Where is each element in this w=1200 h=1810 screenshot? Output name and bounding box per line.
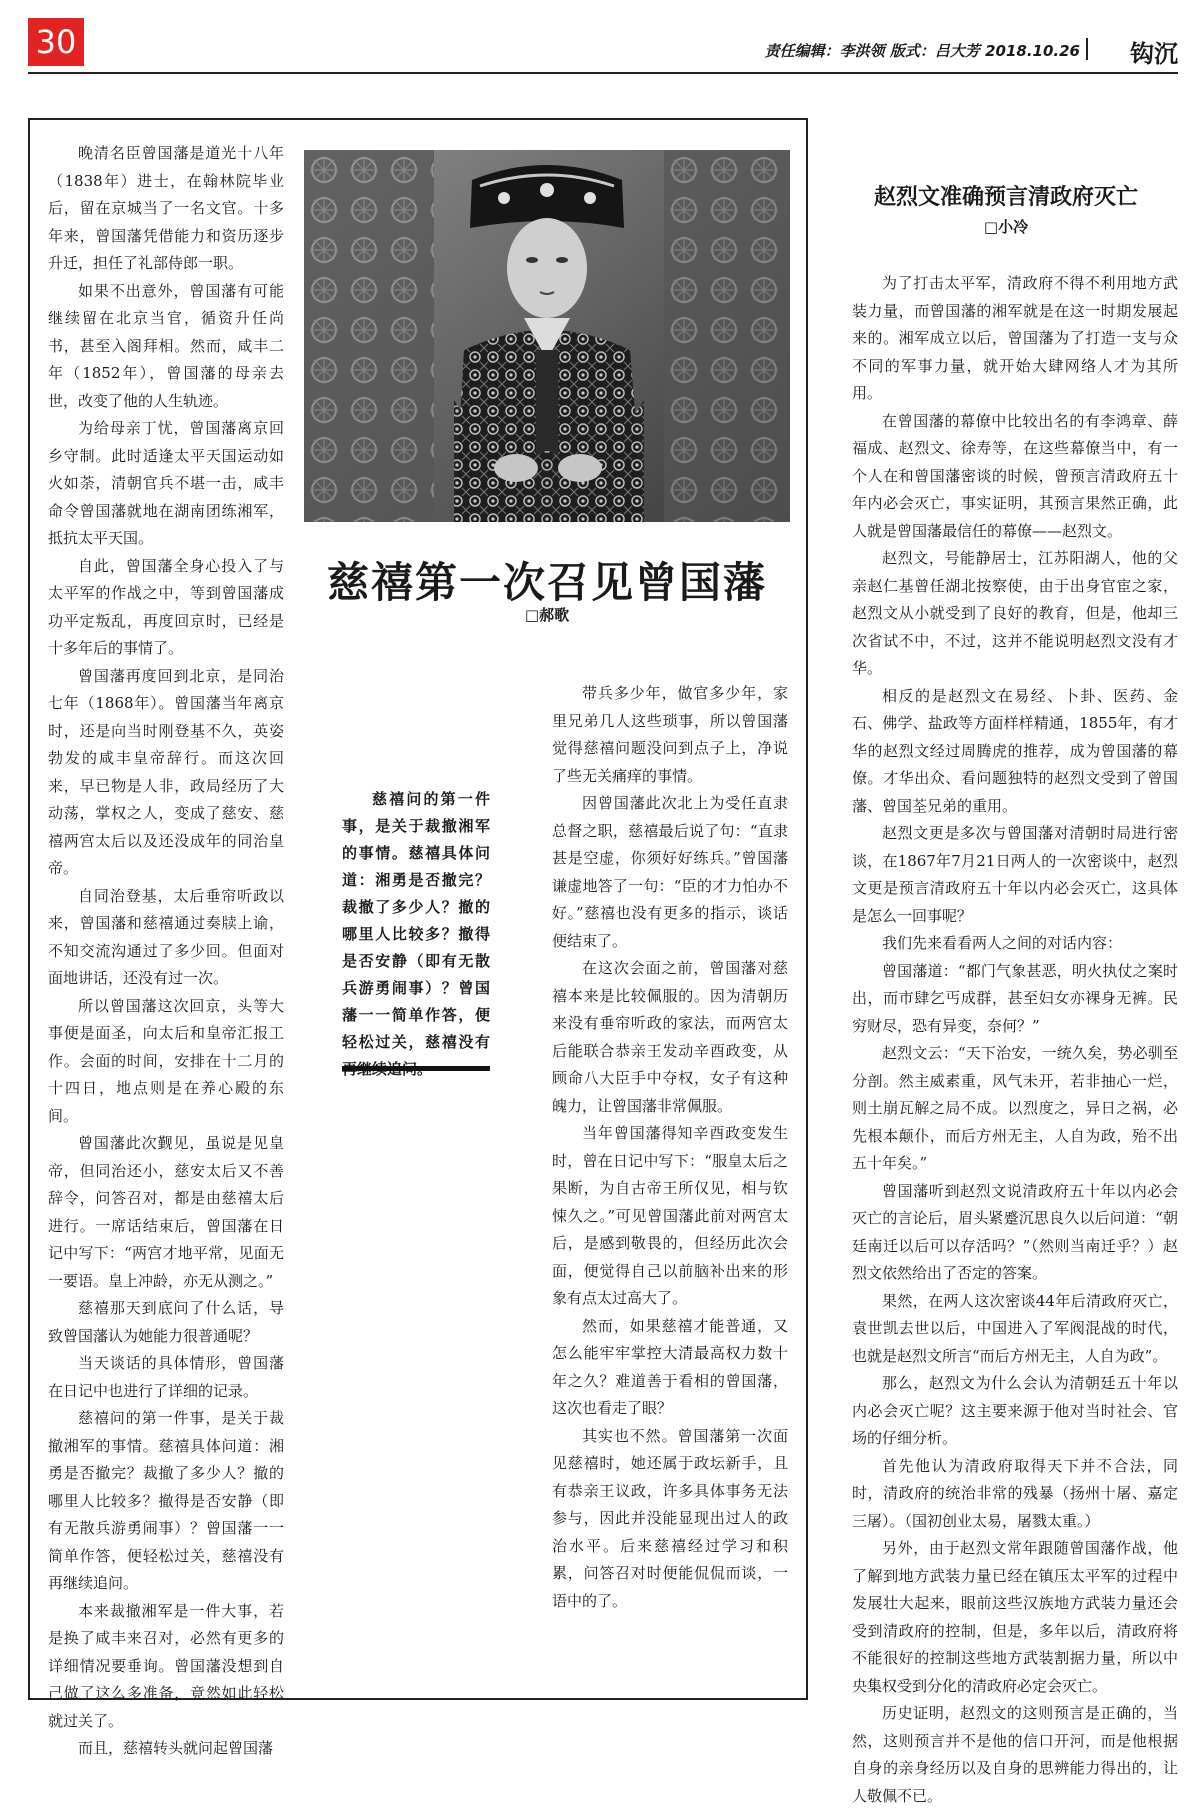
- paragraph: 晚清名臣曾国藩是道光十八年（1838年）进士，在翰林院毕业后，留在京城当了一名文官。十多年来，曾国藩凭借能力和资历逐步升迁，担任了礼部侍郎一职。: [48, 144, 284, 272]
- paragraph: 慈禧问的第一件事，是关于裁撤湘军的事情。慈禧具体问道：湘勇是否撤完？裁撤了多少人？撤的哪里人比较多？撤得是否安静（即有无散兵游勇闹事）？曾国藩一一简单作答，便轻松过关，慈禧没有再继续追问。: [48, 1409, 284, 1592]
- side-article-byline: □小冷: [983, 218, 1029, 236]
- paragraph: 那么，赵烈文为什么会认为清朝廷五十年以内必会灭亡呢？这主要来源于他对当时社会、官场的仔细分析。: [852, 1374, 1178, 1447]
- paragraph: 当天谈话的具体情形，曾国藩在日记中也进行了详细的记录。: [48, 1354, 284, 1400]
- paragraph: 带兵多少年，做官多少年，家里兄弟几人这些琐事，所以曾国藩觉得慈禧问题没问到点子上，净说了些无关痛痒的事情。: [552, 684, 788, 785]
- paragraph: 赵烈文更是多次与曾国藩对清朝时局进行密谈，在1867年7月21日两人的一次密谈中，赵烈文更是预言清政府五十年以内必会灭亡，这具体是怎么一回事呢？: [852, 824, 1178, 925]
- paragraph: 赵烈文，号能静居士，江苏阳湖人，他的父亲赵仁基曾任湖北按察使，由于出身官宦之家，赵烈文从小就受到了良好的教育，但是，他却三次省试不中，不过，这并不能说明赵烈文没有才华。: [852, 549, 1178, 677]
- paragraph: 在曾国藩的幕僚中比较出名的有李鸿章、薛福成、赵烈文、徐寿等，在这些幕僚当中，有一个人在和曾国藩密谈的时候，曾预言清政府五十年内必会灭亡，事实证明，其预言果然正确，此人就是曾国藩最信任的幕僚——赵烈文。: [852, 411, 1178, 540]
- portrait-photo: [304, 150, 790, 522]
- main-article-byline: □郝歌: [524, 606, 570, 624]
- pull-quote: [342, 786, 490, 1083]
- paragraph: 赵烈文云：“天下治安，一统久矣，势必驯至分剖。然主威素重，风气未开，若非抽心一烂，则土崩瓦解之局不成。以烈度之，异日之祸，必先根本颠仆，而后方州无主，人自为政，殆不出五十年矣。”: [852, 1044, 1178, 1172]
- pull-quote-text: 慈禧问的第一件事，是关于裁撤湘军的事情。慈禧具体问道：湘勇是否撤完？裁撤了多少人？撤的哪里人比较多？撤得是否安静（即有无散兵游勇闹事）？曾国藩一一简单作答，便轻松过关，慈禧没有: [342, 790, 490, 1051]
- paragraph: 另外，由于赵烈文常年跟随曾国藩作战，他了解到地方武装力量已经在镇压太平军的过程中发展壮大起来，眼前这些汉族地方武装力量还会受到清政府的控制，但是，多年以后，清政府将不能很好的控制这些地方武装割据力量，所以中央集权受到分化的清政府必定会灭亡。: [852, 1539, 1178, 1695]
- paragraph: 然而，如果慈禧才能普通，又怎么能牢牢掌控大清最高权力数十年之久？难道善于看相的曾国藩，这次也看走了眼？: [552, 1316, 788, 1417]
- paragraph: 果然，在两人这次密谈44年后清政府灭亡，袁世凯去世以后，中国进入了军阀混战的时代，也就是赵烈文所言“而后方州无主，人自为政”。: [852, 1291, 1178, 1365]
- side-article-title: 赵烈文准确预言清政府灭亡: [873, 184, 1138, 210]
- paragraph: 在这次会面之前，曾国藩对慈禧本来是比较佩服的。因为清朝历来没有垂帘听政的家法，而两宫太后能联合恭亲王发动辛酉政变，从顾命八大臣手中夺权，女子有这种魄力，让曾国藩非常佩服。: [552, 959, 788, 1115]
- main-article-column-2: [552, 680, 788, 1700]
- paragraph: 当年曾国藩得知辛酉政变发生时，曾在日记中写下：“服皇太后之果断，为自古帝王所仅见，相与钦悚久之。”可见曾国藩此前对两宫太后，是感到敬畏的，但经历此次会面，便觉得自己以前脑补出来的形象有点太过高大了。: [552, 1124, 788, 1307]
- paragraph: 历史证明，赵烈文的这则预言是正确的，当然，这则预言并不是他的信口开河，而是他根据自身的亲身经历以及自身的思辨能力得出的，让人敬佩不已。: [852, 1704, 1178, 1805]
- paragraph: 本来裁撤湘军是一件大事，若是换了咸丰来召对，必然有更多的详细情况要垂询。曾国藩没想到自己做了这么多准备，竟然如此轻松就过关了。: [48, 1601, 284, 1730]
- main-article-title: 慈禧第一次召见曾国藩: [326, 558, 767, 607]
- paragraph: 如果不出意外，曾国藩有可能继续留在北京当官，循资升任尚书，甚至入阁拜相。然而，咸丰二年（1852年），曾国藩的母亲去世，改变了他的人生轨迹。: [48, 281, 284, 410]
- main-article-column-1: [48, 140, 284, 1757]
- paragraph: 自同治登基，太后垂帘听政以来，曾国藩和慈禧通过奏牍上谕，不知交流沟通过了多少回。但面对面地讲话，还没有过一次。: [48, 886, 284, 987]
- paragraph: 为了打击太平军，清政府不得不利用地方武装力量，而曾国藩的湘军就是在这一时期发展起来的。湘军成立以后，曾国藩为了打造一支与众不同的军事力量，就开始大肆网络人才为其所用。: [852, 274, 1178, 402]
- paragraph: 曾国藩此次觐见，虽说是见皇帝，但同治还小，慈安太后又不善辞令，问答召对，都是由慈禧太后进行。一席话结束后，曾国藩在日记中写下：“两宫才地平常，见面无一要语。皇上冲龄，亦无从测之。”: [48, 1134, 284, 1290]
- empress-portrait-image: [304, 150, 790, 522]
- paragraph: 而且，慈禧转头就问起曾国藩: [78, 1739, 274, 1757]
- editor-info: 责任编辑：李洪领 版式：吕大芳 2018.10.26: [764, 42, 1080, 60]
- paragraph: 相反的是赵烈文在易经、卜卦、医药、金石、佛学、盐政等方面样样精通，1855年，有才华的赵烈文经过周腾虎的推荐，成为曾国藩的幕僚。才华出众、看问题独特的赵烈文受到了曾国藩、曾国荃兄弟的重用。: [852, 686, 1178, 815]
- side-article-body: [852, 270, 1178, 1805]
- paragraph: 首先他认为清政府取得天下并不合法，同时，清政府的统治非常的残暴（扬州十屠、嘉定三屠）。（国初创业太易，屠戮太重。）: [852, 1456, 1178, 1530]
- paragraph: 为给母亲丁忧，曾国藩离京回乡守制。此时适逢太平天国运动如火如荼，清朝官兵不堪一击，咸丰命令曾国藩就地在湖南团练湘军，抵抗太平天国。: [48, 419, 284, 547]
- paragraph: 曾国藩听到赵烈文说清政府五十年以内必会灭亡的言论后，眉头紧蹙沉思良久以后问道：“朝廷南迁以后可以存活吗？”（然则当南迁乎？）赵烈文依然给出了否定的答案。: [852, 1181, 1178, 1282]
- page-number: 30: [28, 18, 84, 66]
- paragraph: 自此，曾国藩全身心投入了与太平军的作战之中，等到曾国藩成功平定叛乱，再度回京时，已经是十多年后的事情了。: [48, 556, 284, 657]
- paragraph: 其实也不然。曾国藩第一次面见慈禧时，她还属于政坛新手，且有恭亲王议政，许多具体事务无法参与，因此并没能显现出过人的政治水平。后来慈禧经过学习和积累，问答召对时便能侃侃而谈，一语中的了。: [552, 1426, 788, 1610]
- header-separator: [1086, 38, 1088, 60]
- header-rule: [28, 72, 1178, 74]
- section-name: 钩沉: [1130, 40, 1178, 68]
- pull-quote-rule: [342, 1066, 490, 1071]
- paragraph: 所以曾国藩这次回京，头等大事便是面圣，向太后和皇帝汇报工作。会面的时间，安排在十二月的十四日，地点则是在养心殿的东间。: [48, 996, 284, 1125]
- paragraph: 慈禧那天到底问了什么话，导致曾国藩认为她能力很普通呢？: [48, 1299, 284, 1345]
- paragraph: 我们先来看看两人之间的对话内容：: [882, 934, 1123, 952]
- paragraph: 曾国藩再度回到北京，是同治七年（1868年）。曾国藩当年离京时，还是向当时刚登基不久，英姿勃发的咸丰皇帝辞行。而这次回来，早已物是人非，政局经历了大动荡，掌权之人，变成了慈安、慈禧两宫太后以及还没成年的同治皇帝。: [48, 666, 284, 877]
- paragraph: 曾国藩道：“都门气象甚恶，明火执仗之案时出，而市肆乞丐成群，甚至妇女亦裸身无裤。民穷财尽，恐有异变，奈何？”: [852, 961, 1178, 1035]
- paragraph: 因曾国藩此次北上为受任直隶总督之职，慈禧最后说了句：“直隶甚是空虚，你须好好练兵。”曾国藩谦虚地答了一句：“臣的才力怕办不好。”慈禧也没有更多的指示，谈话便结束了。: [552, 794, 788, 950]
